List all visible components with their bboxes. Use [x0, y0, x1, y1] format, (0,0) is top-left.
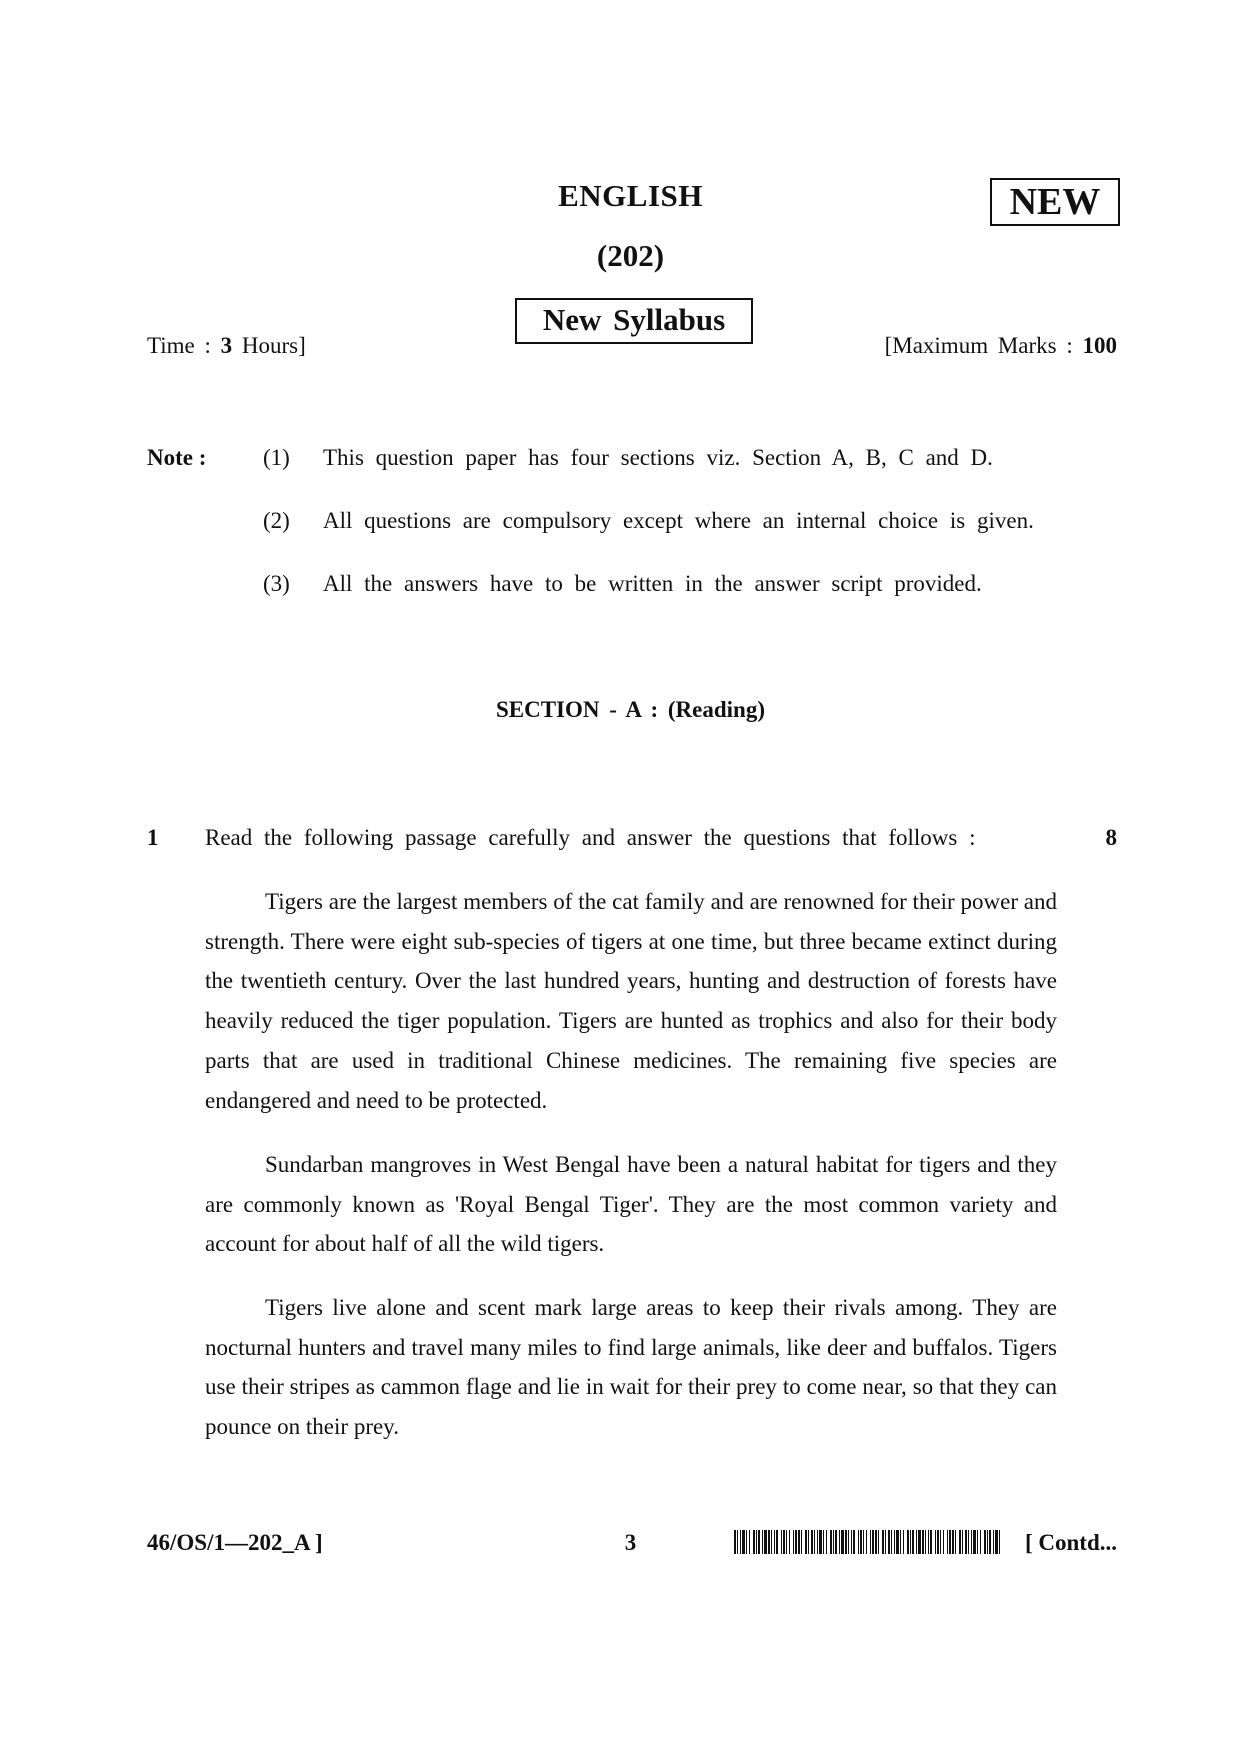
question-number: 1: [147, 825, 159, 850]
passage-paragraph-1: [205, 882, 1057, 1120]
marks-value: 100: [1082, 333, 1117, 358]
continued-label: [ Contd...: [1024, 1530, 1117, 1555]
time-prefix: Time :: [147, 333, 221, 358]
note-item-text: All the answers have to be written in the answer script provided.: [323, 571, 982, 596]
note-item-number: (3): [263, 571, 290, 596]
note-item-number: (1): [263, 445, 290, 470]
note-item-text: This question paper has four sections viz. Section A, B, C and D.: [323, 445, 993, 470]
marks-prefix: [Maximum Marks :: [884, 333, 1083, 358]
question-marks: 8: [1105, 825, 1117, 850]
passage-text: Sundarban mangroves in West Bengal have been a natural habitat for tigers and they are commonly known as 'Royal Bengal Tiger'. They are the most common variety and account for about half of all the wild tigers.: [205, 1152, 1057, 1257]
time-value: 3: [220, 333, 233, 358]
syllabus-badge: New Syllabus: [515, 298, 753, 344]
barcode-icon: [734, 1530, 1000, 1554]
subject-code: (202): [596, 238, 665, 273]
max-marks-info: [885, 333, 1117, 359]
passage-paragraph-3: [205, 1288, 1057, 1447]
passage-paragraph-2: [205, 1145, 1057, 1264]
note-item-text: All questions are compulsory except where an internal choice is given.: [323, 508, 1034, 533]
page-number: 3: [624, 1530, 637, 1555]
question-prompt: Read the following passage carefully and answer the questions that follows :: [205, 825, 976, 850]
subject-title: ENGLISH: [558, 178, 703, 213]
time-suffix: Hours]: [232, 333, 306, 358]
passage-text: Tigers live alone and scent mark large areas to keep their rivals among. They are nocturnal hunters and travel many miles to find large animals, like deer and buffalos. Tigers use their stripes as cammon flage and lie in wait for their prey to come near, so that they can pounce on their prey.: [205, 1295, 1057, 1440]
note-item-number: (2): [263, 508, 290, 533]
new-badge: NEW: [990, 178, 1120, 226]
note-label: Note :: [147, 445, 207, 470]
paper-code: 46/OS/1—202_A ]: [147, 1530, 323, 1555]
section-heading: SECTION - A : (Reading): [495, 697, 766, 722]
time-info: [147, 333, 306, 359]
passage-text: Tigers are the largest members of the cat family and are renowned for their power and strength. There were eight sub-species of tigers at one time, but three became extinct during the twentieth century. Over the last hundred years, hunting and destruction of forests have heavily reduced the tiger population. Tigers are hunted as trophics and also for their body parts that are used in traditional Chinese medicines. The remaining five species are endangered and need to be protected.: [205, 889, 1057, 1113]
